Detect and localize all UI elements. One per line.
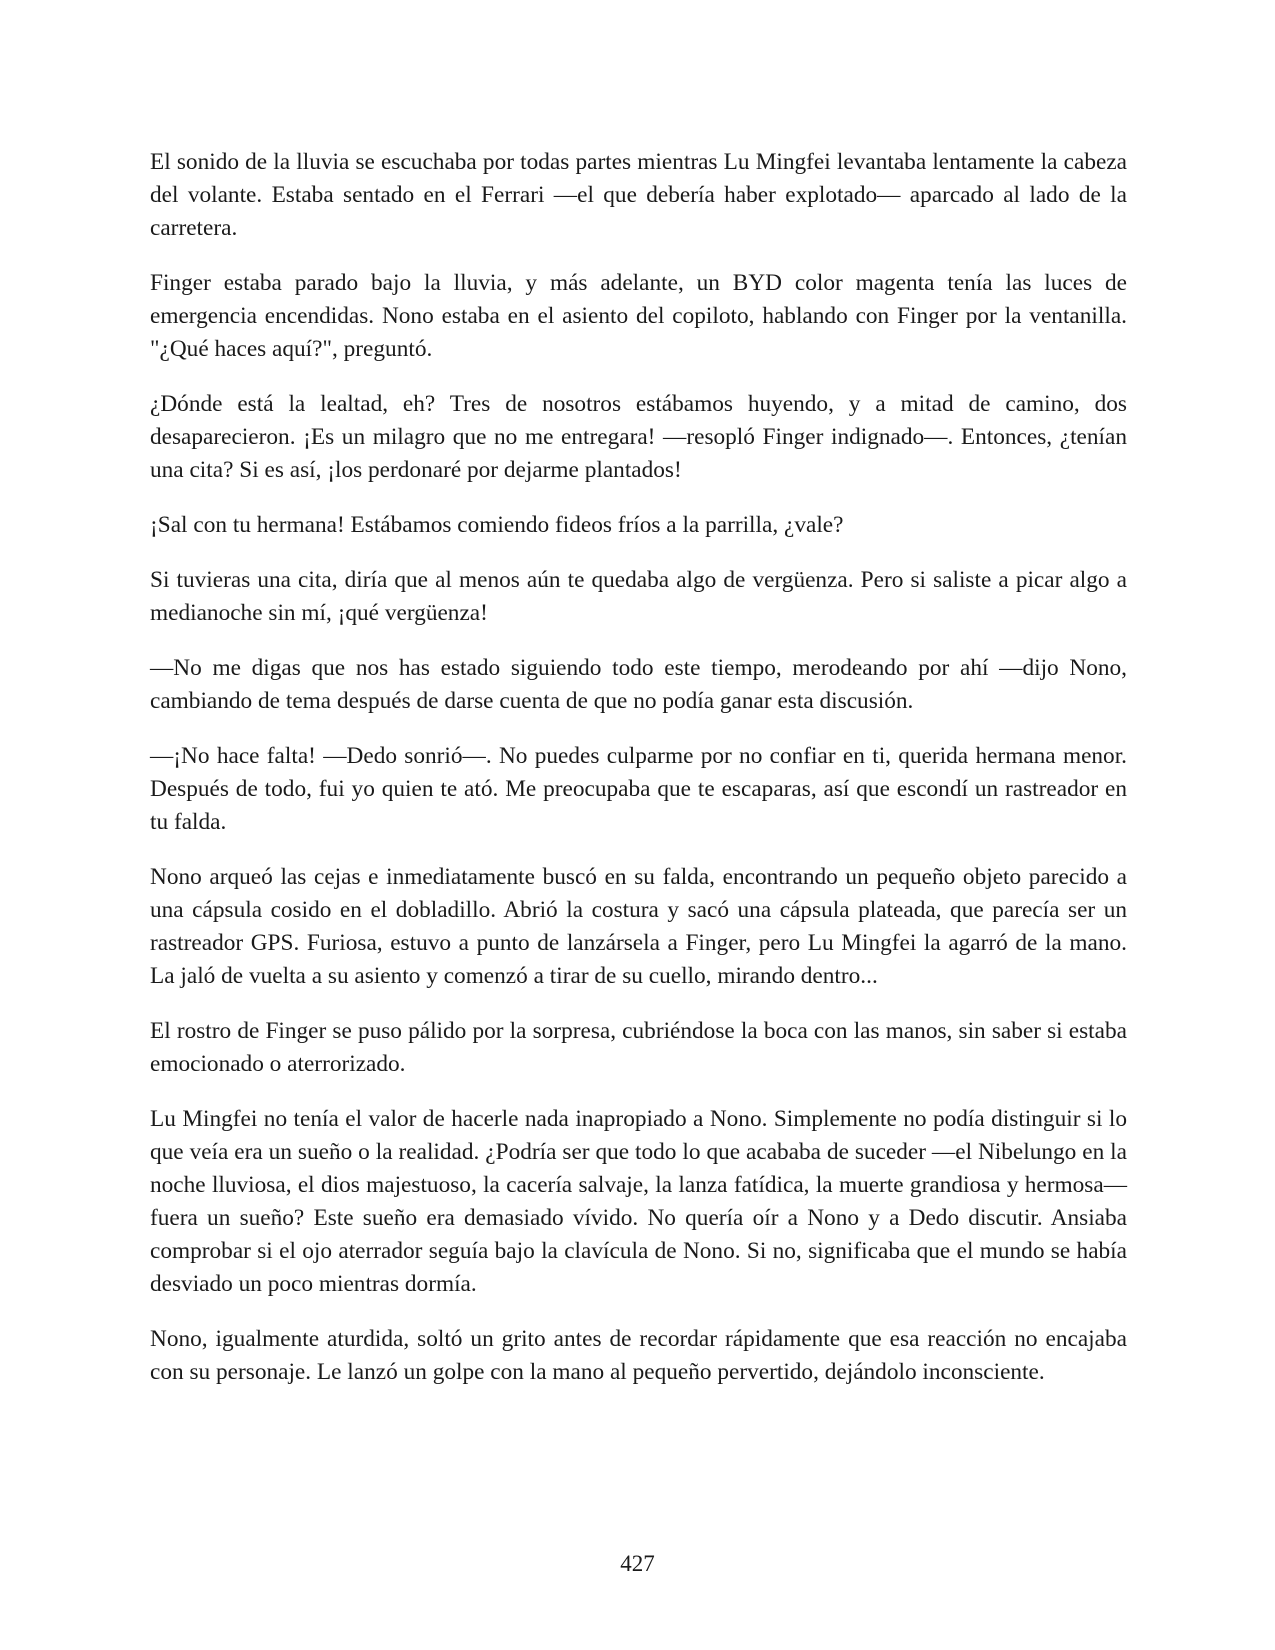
paragraph-10: Lu Mingfei no tenía el valor de hacerle nada inapropiado a Nono. Simplemente no podía distinguir si lo que veía era un sueño o la realidad. ¿Podría ser que todo lo que acababa de suceder —el Nibelungo en la noche lluviosa, el dios majestuoso, la cacería salvaje, la lanza fatídica, la muerte grandiosa y hermosa— fuera un sueño? Este sueño era demasiado vívido. No quería oír a Nono y a Dedo discutir. Ansiaba comprobar si el ojo aterrador seguía bajo la clavícula de Nono. Si no, significaba que el mundo se había desviado un poco mientras dormía.	[150, 1106, 1127, 1297]
paragraph-11: Nono, igualmente aturdida, soltó un grito antes de recordar rápidamente que esa reacción no encajaba con su personaje. Le lanzó un golpe con la mano al pequeño pervertido, dejándolo inconsciente.	[150, 1326, 1127, 1385]
paragraph-9: El rostro de Finger se puso pálido por la sorpresa, cubriéndose la boca con las manos, sin saber si estaba emocionado o aterrorizado.	[150, 1018, 1127, 1077]
paragraph-4: ¡Sal con tu hermana! Estábamos comiendo fideos fríos a la parrilla, ¿vale?	[150, 512, 844, 538]
paragraph-5: Si tuvieras una cita, diría que al menos aún te quedaba algo de vergüenza. Pero si saliste a picar algo a medianoche sin mí, ¡qué vergüenza!	[150, 567, 1127, 626]
paragraph-7: —¡No hace falta! —Dedo sonrió—. No puedes culparme por no confiar en ti, querida hermana menor. Después de todo, fui yo quien te ató. Me preocupaba que te escaparas, así que escondí un rastreador en tu falda.	[150, 743, 1127, 835]
body-text	[150, 146, 1127, 1411]
paragraph-3: ¿Dónde está la lealtad, eh? Tres de nosotros estábamos huyendo, y a mitad de camino, dos desaparecieron. ¡Es un milagro que no me entregara! —resopló Finger indignado—. Entonces, ¿tenían una cita? Si es así, ¡los perdonaré por dejarme plantados!	[150, 391, 1127, 483]
paragraph-8: Nono arqueó las cejas e inmediatamente buscó en su falda, encontrando un pequeño objeto parecido a una cápsula cosido en el dobladillo. Abrió la costura y sacó una cápsula plateada, que parecía ser un rastreador GPS. Furiosa, estuvo a punto de lanzársela a Finger, pero Lu Mingfei la agarró de la mano. La jaló de vuelta a su asiento y comenzó a tirar de su cuello, mirando dentro...	[150, 864, 1127, 989]
page-number: 427	[620, 1551, 655, 1576]
paragraph-6: —No me digas que nos has estado siguiendo todo este tiempo, merodeando por ahí —dijo Nono, cambiando de tema después de darse cuenta de que no podía ganar esta discusión.	[150, 655, 1127, 714]
paragraph-1: El sonido de la lluvia se escuchaba por todas partes mientras Lu Mingfei levantaba lentamente la cabeza del volante. Estaba sentado en el Ferrari —el que debería haber explotado— aparcado al lado de la carretera.	[150, 149, 1127, 241]
paragraph-2: Finger estaba parado bajo la lluvia, y más adelante, un BYD color magenta tenía las luces de emergencia encendidas. Nono estaba en el asiento del copiloto, hablando con Finger por la ventanilla. "¿Qué haces aquí?", preguntó.	[150, 270, 1127, 362]
